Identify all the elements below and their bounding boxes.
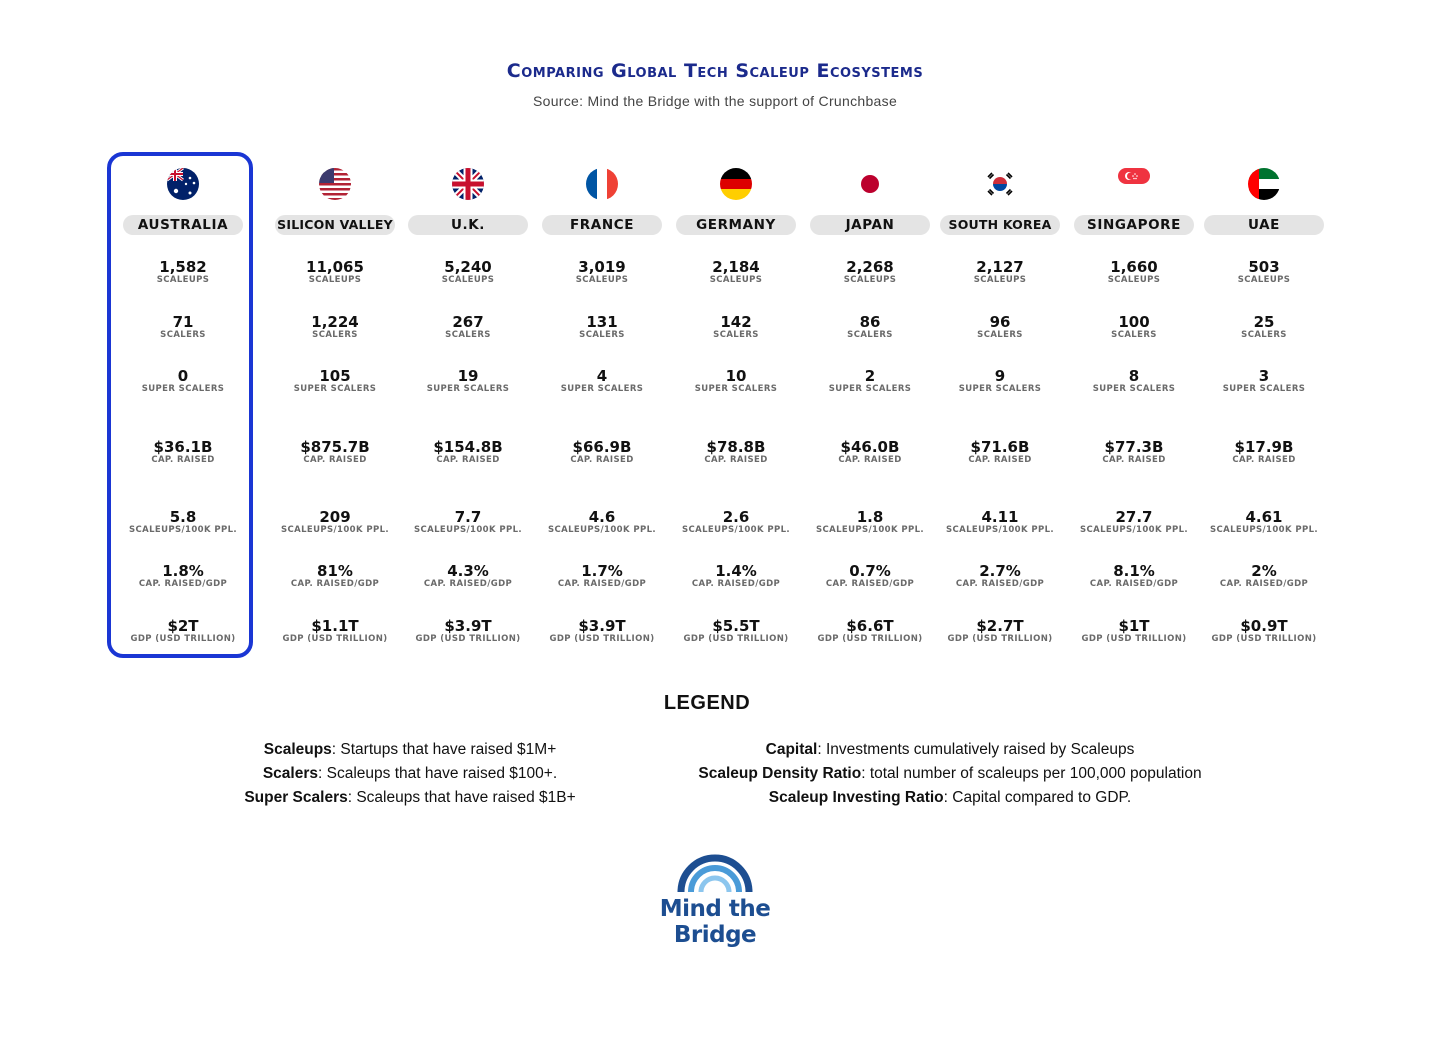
stat-super-scalers bbox=[666, 368, 806, 394]
stat-label: SUPER SCALERS bbox=[1222, 384, 1306, 394]
stat-label: SCALEUPS bbox=[843, 275, 897, 285]
legend-title: LEGEND bbox=[663, 692, 751, 714]
stat-label: SCALERS bbox=[160, 330, 206, 340]
stat-label: CAP. RAISED/GDP bbox=[290, 579, 380, 589]
stat-label: CAP. RAISED/GDP bbox=[557, 579, 647, 589]
stat-label: CAP. RAISED/GDP bbox=[138, 579, 228, 589]
legend-right bbox=[640, 738, 1260, 810]
stat-value: 105 bbox=[319, 367, 351, 385]
stat-label: CAP. RAISED bbox=[570, 455, 634, 465]
stat-value: $875.7B bbox=[300, 438, 370, 456]
mind-the-bridge-logo bbox=[620, 852, 810, 948]
stat-label: CAP. RAISED bbox=[303, 455, 367, 465]
stat-density bbox=[398, 509, 538, 535]
stat-label: GDP (USD TRILLION) bbox=[549, 634, 655, 644]
south-korea-flag-icon bbox=[984, 168, 1016, 200]
stat-label: SCALEUPS/100K PPL. bbox=[1079, 525, 1189, 535]
legend-term: Scaleups bbox=[263, 741, 332, 758]
stat-label: SUPER SCALERS bbox=[828, 384, 912, 394]
stat-cap-raised bbox=[265, 439, 405, 465]
stat-label: SCALEUPS bbox=[308, 275, 362, 285]
stat-label: SCALEUPS/100K PPL. bbox=[413, 525, 523, 535]
country-name-pill: SILICON VALLEY bbox=[275, 215, 395, 235]
stat-label: GDP (USD TRILLION) bbox=[947, 634, 1053, 644]
bridge-arch-icon bbox=[675, 852, 755, 894]
stat-label: SUPER SCALERS bbox=[560, 384, 644, 394]
stat-value: $1T bbox=[1118, 617, 1150, 635]
stat-gdp bbox=[1194, 618, 1334, 644]
legend-term: Scaleup Investing Ratio bbox=[768, 789, 944, 806]
country-name-pill: AUSTRALIA bbox=[123, 215, 243, 235]
stat-label: SCALEUPS/100K PPL. bbox=[945, 525, 1055, 535]
stat-label: SUPER SCALERS bbox=[426, 384, 510, 394]
stat-value: $3.9T bbox=[444, 617, 492, 635]
stat-scaleups bbox=[1194, 259, 1334, 285]
country-column bbox=[408, 0, 528, 700]
stat-scaleups bbox=[930, 259, 1070, 285]
stat-value: 81% bbox=[317, 562, 353, 580]
stat-super-scalers bbox=[1194, 368, 1334, 394]
stat-cap-raised bbox=[800, 439, 940, 465]
stat-scalers bbox=[265, 314, 405, 340]
stat-cap-raised bbox=[930, 439, 1070, 465]
stat-label: CAP. RAISED bbox=[704, 455, 768, 465]
stat-label: SCALEUPS/100K PPL. bbox=[1209, 525, 1319, 535]
stat-value: 5.8 bbox=[169, 508, 197, 526]
stat-value: $2.7T bbox=[976, 617, 1024, 635]
stat-gdp bbox=[265, 618, 405, 644]
stat-label: GDP (USD TRILLION) bbox=[1081, 634, 1187, 644]
stat-value: 1.8 bbox=[856, 508, 884, 526]
germany-flag-icon bbox=[720, 168, 752, 200]
stat-value: 9 bbox=[994, 367, 1006, 385]
country-column bbox=[676, 0, 796, 700]
stat-value: 11,065 bbox=[306, 258, 364, 276]
legend-item bbox=[200, 786, 620, 810]
stat-value: 3,019 bbox=[578, 258, 626, 276]
stat-value: $46.0B bbox=[840, 438, 900, 456]
stat-scaleups bbox=[265, 259, 405, 285]
stat-scaleups bbox=[666, 259, 806, 285]
stat-density bbox=[532, 509, 672, 535]
stat-gdp bbox=[800, 618, 940, 644]
stat-value: $5.5T bbox=[712, 617, 760, 635]
stat-value: 4.11 bbox=[981, 508, 1019, 526]
stat-label: CAP. RAISED bbox=[1102, 455, 1166, 465]
stat-value: 1.7% bbox=[581, 562, 623, 580]
stat-value: 96 bbox=[989, 313, 1011, 331]
legend-left bbox=[200, 738, 620, 810]
stat-cap-raised bbox=[666, 439, 806, 465]
stat-gdp bbox=[398, 618, 538, 644]
country-column bbox=[940, 0, 1060, 700]
stat-value: 0.7% bbox=[849, 562, 891, 580]
stat-density bbox=[1194, 509, 1334, 535]
country-column bbox=[810, 0, 930, 700]
stat-scalers bbox=[1064, 314, 1204, 340]
stat-value: 1,660 bbox=[1110, 258, 1158, 276]
stat-value: 100 bbox=[1118, 313, 1150, 331]
stat-value: $3.9T bbox=[578, 617, 626, 635]
stat-label: SCALEUPS bbox=[1107, 275, 1161, 285]
stat-value: 8 bbox=[1128, 367, 1140, 385]
stat-value: $17.9B bbox=[1234, 438, 1294, 456]
stat-cap-gdp bbox=[532, 563, 672, 589]
stat-label: CAP. RAISED/GDP bbox=[825, 579, 915, 589]
stat-cap-raised bbox=[1194, 439, 1334, 465]
stat-value: 25 bbox=[1253, 313, 1275, 331]
legend-desc: : total number of scaleups per 100,000 population bbox=[861, 765, 1202, 782]
stat-label: CAP. RAISED bbox=[968, 455, 1032, 465]
stat-scaleups bbox=[800, 259, 940, 285]
stat-value: 2,268 bbox=[846, 258, 894, 276]
stat-value: 19 bbox=[457, 367, 479, 385]
legend-desc: : Capital compared to GDP. bbox=[943, 789, 1132, 806]
stat-value: 4.6 bbox=[588, 508, 616, 526]
stat-label: SUPER SCALERS bbox=[1092, 384, 1176, 394]
stat-label: SCALERS bbox=[445, 330, 491, 340]
stat-label: SCALERS bbox=[977, 330, 1023, 340]
stat-label: GDP (USD TRILLION) bbox=[130, 634, 236, 644]
stat-label: SCALERS bbox=[847, 330, 893, 340]
stat-super-scalers bbox=[1064, 368, 1204, 394]
stat-label: CAP. RAISED bbox=[1232, 455, 1296, 465]
stat-value: 4.3% bbox=[447, 562, 489, 580]
stat-value: 1.8% bbox=[162, 562, 204, 580]
stat-super-scalers bbox=[930, 368, 1070, 394]
country-name-pill: GERMANY bbox=[676, 215, 796, 235]
stat-value: 4 bbox=[596, 367, 608, 385]
stat-label: CAP. RAISED/GDP bbox=[1089, 579, 1179, 589]
legend-desc: : Scaleups that have raised $1B+ bbox=[347, 789, 576, 806]
stat-scalers bbox=[398, 314, 538, 340]
stat-cap-raised bbox=[532, 439, 672, 465]
stat-scalers bbox=[930, 314, 1070, 340]
stat-value: $6.6T bbox=[846, 617, 894, 635]
stat-scalers bbox=[532, 314, 672, 340]
stat-label: GDP (USD TRILLION) bbox=[683, 634, 789, 644]
stat-value: $77.3B bbox=[1104, 438, 1164, 456]
uk-flag-icon bbox=[452, 168, 484, 200]
stat-label: SCALEUPS bbox=[575, 275, 629, 285]
country-column bbox=[1204, 0, 1324, 700]
stat-value: 2 bbox=[864, 367, 876, 385]
stat-label: CAP. RAISED bbox=[436, 455, 500, 465]
stat-density bbox=[1064, 509, 1204, 535]
stat-label: GDP (USD TRILLION) bbox=[1211, 634, 1317, 644]
legend-item bbox=[640, 738, 1260, 762]
stat-gdp bbox=[532, 618, 672, 644]
stat-label: SCALEUPS/100K PPL. bbox=[681, 525, 791, 535]
stat-value: 1.4% bbox=[715, 562, 757, 580]
stat-label: SCALEUPS/100K PPL. bbox=[815, 525, 925, 535]
stat-value: 503 bbox=[1248, 258, 1280, 276]
stat-label: CAP. RAISED bbox=[151, 455, 215, 465]
stat-label: SCALEUPS bbox=[1237, 275, 1291, 285]
stat-label: SCALEUPS bbox=[709, 275, 763, 285]
country-name-pill: FRANCE bbox=[542, 215, 662, 235]
stat-label: SCALERS bbox=[713, 330, 759, 340]
stat-label: CAP. RAISED bbox=[838, 455, 902, 465]
stat-cap-raised bbox=[1064, 439, 1204, 465]
stat-scalers bbox=[113, 314, 253, 340]
stat-value: 267 bbox=[452, 313, 484, 331]
stat-label: SCALERS bbox=[312, 330, 358, 340]
country-name-pill: UAE bbox=[1204, 215, 1324, 235]
stat-density bbox=[113, 509, 253, 535]
stat-value: $0.9T bbox=[1240, 617, 1288, 635]
legend-term: Capital bbox=[765, 741, 818, 758]
stat-scaleups bbox=[113, 259, 253, 285]
stat-value: 86 bbox=[859, 313, 881, 331]
stat-value: 2,184 bbox=[712, 258, 760, 276]
stat-label: SCALEUPS/100K PPL. bbox=[547, 525, 657, 535]
stat-cap-gdp bbox=[265, 563, 405, 589]
stat-scalers bbox=[1194, 314, 1334, 340]
stat-density bbox=[800, 509, 940, 535]
stat-value: 2% bbox=[1251, 562, 1277, 580]
stat-cap-gdp bbox=[1194, 563, 1334, 589]
stat-value: 8.1% bbox=[1113, 562, 1155, 580]
legend-item bbox=[200, 738, 620, 762]
usa-flag-icon bbox=[319, 168, 351, 200]
australia-flag-icon bbox=[167, 168, 199, 200]
stat-value: 2.7% bbox=[979, 562, 1021, 580]
stat-gdp bbox=[113, 618, 253, 644]
stat-value: $78.8B bbox=[706, 438, 766, 456]
stat-gdp bbox=[930, 618, 1070, 644]
stat-value: 0 bbox=[177, 367, 189, 385]
stat-label: SUPER SCALERS bbox=[958, 384, 1042, 394]
stat-gdp bbox=[666, 618, 806, 644]
legend-desc: : Scaleups that have raised $100+. bbox=[318, 765, 558, 782]
stat-value: $66.9B bbox=[572, 438, 632, 456]
legend-item bbox=[640, 762, 1260, 786]
stat-label: SCALEUPS/100K PPL. bbox=[128, 525, 238, 535]
stat-super-scalers bbox=[398, 368, 538, 394]
legend-term: Super Scalers bbox=[244, 789, 348, 806]
stat-super-scalers bbox=[265, 368, 405, 394]
stat-label: SCALEUPS bbox=[441, 275, 495, 285]
country-name-pill: U.K. bbox=[408, 215, 528, 235]
country-column bbox=[1074, 0, 1194, 700]
stat-value: $36.1B bbox=[153, 438, 213, 456]
stat-label: SCALEUPS bbox=[973, 275, 1027, 285]
stat-value: $1.1T bbox=[311, 617, 359, 635]
stat-cap-gdp bbox=[1064, 563, 1204, 589]
stat-density bbox=[930, 509, 1070, 535]
page-title: Comparing Global Tech Scaleup Ecosystems bbox=[506, 60, 924, 82]
stat-scalers bbox=[800, 314, 940, 340]
stat-value: 1,224 bbox=[311, 313, 359, 331]
stat-label: SCALERS bbox=[1111, 330, 1157, 340]
stat-scaleups bbox=[398, 259, 538, 285]
legend-term: Scaleup Density Ratio bbox=[698, 765, 862, 782]
stat-label: GDP (USD TRILLION) bbox=[415, 634, 521, 644]
stat-value: 5,240 bbox=[444, 258, 492, 276]
legend-term: Scalers bbox=[262, 765, 319, 782]
legend-item bbox=[640, 786, 1260, 810]
stat-label: SCALEUPS bbox=[156, 275, 210, 285]
stat-cap-gdp bbox=[398, 563, 538, 589]
stat-value: 142 bbox=[720, 313, 752, 331]
stat-label: SUPER SCALERS bbox=[141, 384, 225, 394]
logo-text: Mind the Bridge bbox=[659, 896, 771, 948]
stat-value: $2T bbox=[167, 617, 199, 635]
stat-value: 3 bbox=[1258, 367, 1270, 385]
country-name-pill: SINGAPORE bbox=[1074, 215, 1194, 235]
stat-cap-raised bbox=[113, 439, 253, 465]
stat-density bbox=[265, 509, 405, 535]
stat-gdp bbox=[1064, 618, 1204, 644]
uae-flag-icon bbox=[1248, 168, 1280, 200]
legend-desc: : Startups that have raised $1M+ bbox=[331, 741, 557, 758]
country-column bbox=[542, 0, 662, 700]
stat-cap-raised bbox=[398, 439, 538, 465]
stat-value: $71.6B bbox=[970, 438, 1030, 456]
country-column bbox=[123, 0, 243, 700]
stat-value: 2,127 bbox=[976, 258, 1024, 276]
stat-value: 71 bbox=[172, 313, 194, 331]
stat-cap-gdp bbox=[930, 563, 1070, 589]
stat-density bbox=[666, 509, 806, 535]
stat-value: 4.61 bbox=[1245, 508, 1283, 526]
country-name-pill: SOUTH KOREA bbox=[940, 215, 1060, 235]
stat-value: 2.6 bbox=[722, 508, 750, 526]
stat-scaleups bbox=[1064, 259, 1204, 285]
stat-label: CAP. RAISED/GDP bbox=[691, 579, 781, 589]
stat-cap-gdp bbox=[113, 563, 253, 589]
stat-label: CAP. RAISED/GDP bbox=[1219, 579, 1309, 589]
stat-super-scalers bbox=[532, 368, 672, 394]
stat-value: 1,582 bbox=[159, 258, 207, 276]
stat-cap-gdp bbox=[666, 563, 806, 589]
japan-flag-icon bbox=[854, 168, 886, 200]
stat-label: GDP (USD TRILLION) bbox=[817, 634, 923, 644]
stat-value: 7.7 bbox=[454, 508, 482, 526]
country-column bbox=[275, 0, 395, 700]
singapore-flag-icon bbox=[1118, 168, 1150, 200]
stat-value: 10 bbox=[725, 367, 747, 385]
stat-cap-gdp bbox=[800, 563, 940, 589]
stat-label: SCALERS bbox=[579, 330, 625, 340]
stat-super-scalers bbox=[800, 368, 940, 394]
stat-value: 27.7 bbox=[1115, 508, 1153, 526]
stat-label: SCALERS bbox=[1241, 330, 1287, 340]
france-flag-icon bbox=[586, 168, 618, 200]
stat-value: 209 bbox=[319, 508, 351, 526]
legend-item bbox=[200, 762, 620, 786]
stat-value: $154.8B bbox=[433, 438, 503, 456]
page-subtitle: Source: Mind the Bridge with the support of Crunchbase bbox=[532, 93, 898, 109]
stat-scaleups bbox=[532, 259, 672, 285]
stat-label: CAP. RAISED/GDP bbox=[423, 579, 513, 589]
stat-label: CAP. RAISED/GDP bbox=[955, 579, 1045, 589]
country-name-pill: JAPAN bbox=[810, 215, 930, 235]
stat-label: SUPER SCALERS bbox=[694, 384, 778, 394]
stat-label: SCALEUPS/100K PPL. bbox=[280, 525, 390, 535]
stat-super-scalers bbox=[113, 368, 253, 394]
stat-scalers bbox=[666, 314, 806, 340]
stat-label: GDP (USD TRILLION) bbox=[282, 634, 388, 644]
legend-desc: : Investments cumulatively raised by Scaleups bbox=[817, 741, 1135, 758]
stat-value: 131 bbox=[586, 313, 618, 331]
stat-label: SUPER SCALERS bbox=[293, 384, 377, 394]
